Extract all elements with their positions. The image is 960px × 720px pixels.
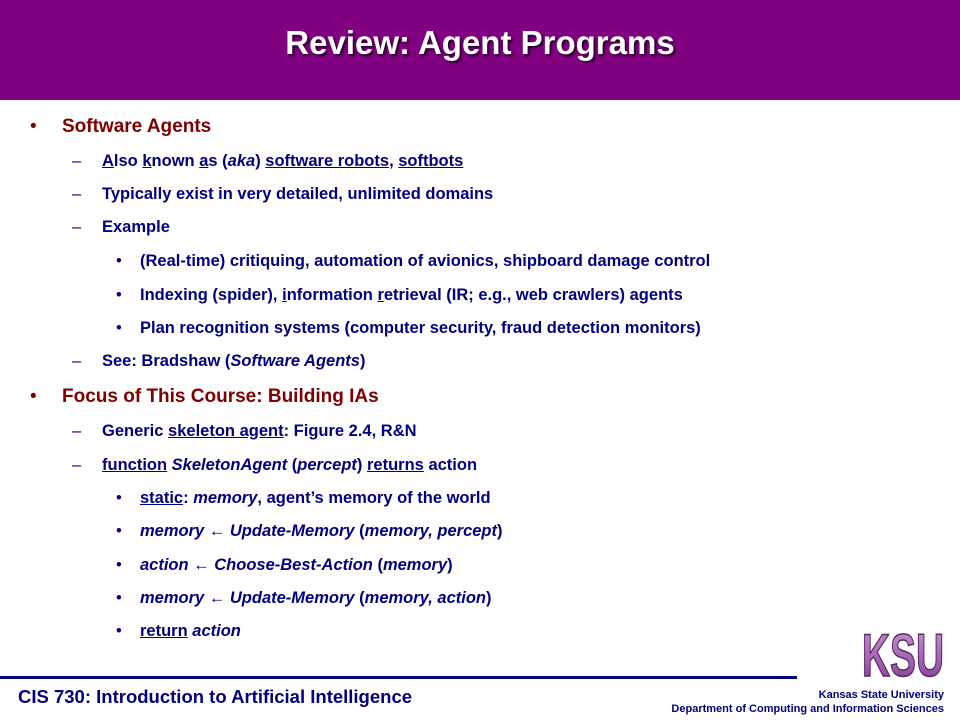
bullet-marker: • xyxy=(116,252,122,270)
item-example: Example xyxy=(102,218,170,236)
bullet-marker: • xyxy=(116,589,122,607)
dash-marker: – xyxy=(72,218,82,236)
bullet-marker: • xyxy=(116,489,122,507)
dash-marker: – xyxy=(72,352,82,370)
course-title: CIS 730: Introduction to Artificial Intelligence xyxy=(18,686,413,707)
bullet-marker: • xyxy=(116,622,122,640)
department-name: Department of Computing and Information Sciences xyxy=(671,703,944,715)
code-choose-action: action ← Choose-Best-Action (memory) xyxy=(140,556,453,574)
left-arrow-icon: ← xyxy=(188,556,215,574)
ksu-logo xyxy=(860,622,946,684)
code-update-action: memory ← Update-Memory (memory, action) xyxy=(140,589,492,607)
code-update-percept: memory ← Update-Memory (memory, percept) xyxy=(140,522,503,540)
bullet-marker: • xyxy=(116,522,122,540)
dash-marker: – xyxy=(72,185,82,203)
university-name: Kansas State University xyxy=(818,689,944,701)
dash-marker: – xyxy=(72,152,82,170)
dash-marker: – xyxy=(72,422,82,440)
heading-focus: Focus of This Course: Building IAs xyxy=(62,386,379,407)
bullet-marker: • xyxy=(116,286,122,304)
footer-divider xyxy=(0,676,797,679)
item-aka: Also known as (aka) software robots, softbots xyxy=(102,152,464,170)
code-return: return action xyxy=(140,622,241,640)
svg-text:KSU: KSU xyxy=(862,622,944,684)
item-see-bradshaw: See: Bradshaw (Software Agents) xyxy=(102,352,366,370)
bullet-marker: • xyxy=(116,319,122,337)
slide-title: Review: Agent Programs xyxy=(285,24,675,61)
dash-marker: – xyxy=(72,456,82,474)
left-arrow-icon: ← xyxy=(204,589,230,607)
heading-software-agents: Software Agents xyxy=(62,116,212,137)
left-arrow-icon: ← xyxy=(204,522,230,540)
item-domains: Typically exist in very detailed, unlimited domains xyxy=(102,185,494,203)
example-critiquing: (Real-time) critiquing, automation of avionics, shipboard damage control xyxy=(140,252,711,270)
footer-institution xyxy=(671,688,944,716)
item-function-signature: function SkeletonAgent (percept) returns action xyxy=(102,456,478,474)
code-static: static: memory, agent’s memory of the world xyxy=(140,489,491,507)
example-indexing: Indexing (spider), information retrieval (IR; e.g., web crawlers) agents xyxy=(140,286,683,304)
title-banner xyxy=(0,0,960,100)
bullet-marker: • xyxy=(30,386,37,407)
item-generic-skeleton: Generic skeleton agent: Figure 2.4, R&N xyxy=(102,422,417,440)
bullet-marker: • xyxy=(116,556,122,574)
bullet-marker: • xyxy=(30,116,37,137)
example-plan-recognition: Plan recognition systems (computer security, fraud detection monitors) xyxy=(140,319,701,337)
